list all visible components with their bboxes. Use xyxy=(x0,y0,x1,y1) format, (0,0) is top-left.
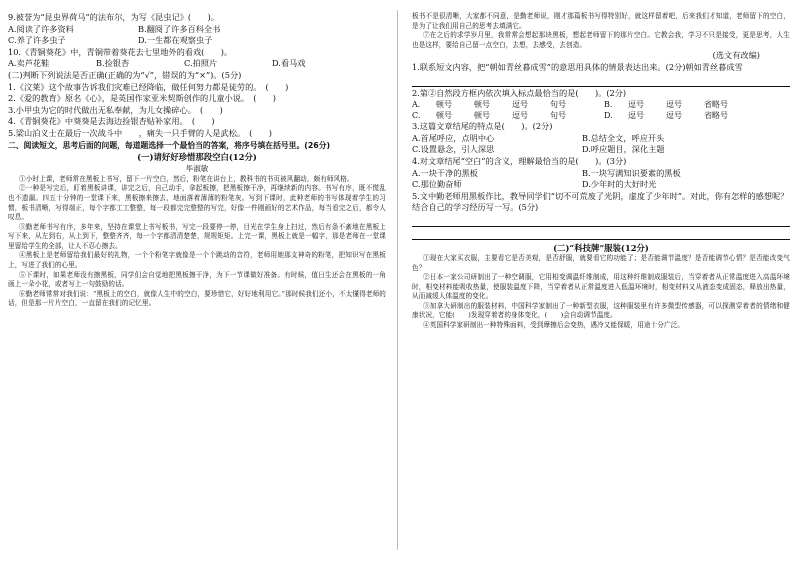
question-10: 10.《青铜葵花》中，青铜带着葵花去七里地外的看戏( )。 xyxy=(8,46,233,57)
q2-d-2: 逗号 xyxy=(666,111,682,121)
passage-1-para-3: ③勤老师书写有序，多年来，坚持在课堂上书写板书，写完一段要停一停，目光在学生身上扫过，然后有条不紊地在黑板上写下来，从左到右，从上到下，整整齐齐，每一个字都清清楚楚，规规矩矩。上完一课，黑板上就是一幅字，那是老师在一堂课里留给学生的全部，让人不忍心擦去。 xyxy=(8,222,386,250)
q9-options-row2 xyxy=(8,35,386,47)
q2-b-1: 逗号 xyxy=(628,100,644,110)
q2-c-3: 逗号 xyxy=(512,111,528,121)
q2-b-3: 省略号 xyxy=(704,100,728,110)
question-r5: 5.文中勤老师用黑板作比，教导同学们“切不可荒废了光阴，虚度了少年时”。对此，你有怎样的感想呢？结合自己的学习经历写一写。(5分) xyxy=(412,190,789,213)
q4-option-a: A.一块干净的黑板 xyxy=(412,167,478,178)
q2-c-4: 句号 xyxy=(550,111,566,121)
q3-option-d: D.呼应题目，深化主题 xyxy=(582,144,665,155)
passage-1-para-2: ②一种是写完后，盯着黑板讲课，讲完之后，自己动手，拿起板擦，把黑板擦干净，再继续新的内容。书写有序，既不慌乱也不遗漏。四五十分钟的一堂课下来，黑板擦来擦去，地面落着薄薄的粉笔灰。写到下课时，此种老师的书写体现着学生的习惯，板书清晰，写得端正，每个字都工工整整，每一段都完完整整的写完，好像一件刚画好的艺术作品，每当看完之后，都令人叹息。 xyxy=(8,184,386,222)
q3-options-row1 xyxy=(412,133,790,145)
q2-a-1: 顿号 xyxy=(436,100,452,110)
q4-option-c: C.那位勤奋师 xyxy=(412,179,462,190)
q9-option-d: D.一生都在观察虫子 xyxy=(138,35,213,46)
q2-a-3: 逗号 xyxy=(512,100,528,110)
q2-b-2: 逗号 xyxy=(666,100,682,110)
q3-option-b: B.总结全文，呼应开头 xyxy=(582,132,665,143)
passage-2-para-1: ①现在大家买衣服，主要看它是否美观，是否舒服，就要看它的功能了；是否能调节温度？是否能调节心情？是否能改变气色？ xyxy=(412,253,790,272)
q9-options-row1 xyxy=(8,24,386,36)
answer-line-5a[interactable] xyxy=(412,215,790,227)
q2-d-1: 逗号 xyxy=(628,111,644,121)
q2-d-3: 省略号 xyxy=(704,111,728,121)
right-column xyxy=(412,12,790,331)
passage-2-para-2: ②日本一家公司研制出了一种空调服，它用相变调温纤维制成，用这种纤维制成服装后，当穿着者从正常温度进入高温环境时，相变材料能吸收热量，使服装温度下降，当穿着者从正常温度进入低温环境时，相变材料又从液态变成固态，释放出热量，从而减缓人体温度的变化。 xyxy=(412,273,790,301)
q4-option-d: D.少年时的大好时光 xyxy=(582,179,657,190)
source-note: (选文有改编) xyxy=(712,50,760,61)
passage-1-para-6: ⑥勤老师常常对我们说：“黑板上的空白，就像人生中的空白，要珍惜它，好好地利用它。”那时候我们还小，不太懂得老师的话，但是那一片片空白，一直留在我们的记忆里。 xyxy=(8,289,386,308)
question-r1: 1.联系短文内容，把“朝如青丝暮成雪”的意思用具体的情景表达出来。(2分)朝如青丝暮成雪 xyxy=(412,61,743,72)
q2-option-c xyxy=(412,110,790,121)
q10-options xyxy=(8,58,386,70)
q10-option-b: B.捡银杏 xyxy=(96,58,130,69)
passage-2-para-3: ③加拿大研制出的服装材料，中国科学家制出了一种新型衣服，这种服装里有许多微型传感器，可以探测穿着者的情绪和健康状况，它能( )发现穿着者的身体变化，( )会自动调节温度。 xyxy=(412,301,790,320)
q4-option-b: B.一块写满知识要素的黑板 xyxy=(582,167,681,178)
passage-2-para-4: ④英国科学家研制出一种特殊面料，受到摩擦后会变热，遇冷又能保暖，用途十分广泛。 xyxy=(423,321,685,330)
q4-options-row2 xyxy=(412,179,790,191)
q9-option-a: A.阅读了许多资料 xyxy=(8,23,74,34)
answer-line-1[interactable] xyxy=(412,75,790,87)
judge-item-5: 5.梁山泊义士在最后一次战斗中 ，痛失一只手臂的人是武松。 ( ) xyxy=(8,127,272,138)
passage-1-cont-2: ⑦在之后的求学岁月里，我常常会想起那块黑板，想起老师留下的那片空白。它教会我，学习不只是接受，更是思考，人生也是这样，要给自己留一点空白，去想，去感受，去创造。 xyxy=(412,31,790,49)
judge-item-2: 2.《爱的教育》原名《心》，是英国作家亚米契斯创作的儿童小说。 ( ) xyxy=(8,93,277,104)
q2-d-label: D. xyxy=(604,111,613,121)
passage-1-title: (一)请好好珍惜那段空白(12分) xyxy=(137,152,257,163)
q10-option-c: C.拍照片 xyxy=(184,58,218,69)
q4-options-row1 xyxy=(412,168,790,180)
q2-a-2: 顿号 xyxy=(474,100,490,110)
judge-item-3: 3.小甲虫为它的时代做出无私奉献，为儿女操碎心。 ( ) xyxy=(8,104,223,115)
q2-option-a xyxy=(412,99,790,110)
q10-option-d: D.看马戏 xyxy=(272,58,306,69)
q2-a-label: A. xyxy=(412,100,421,110)
passage-1-author: 毕淑敏 xyxy=(185,164,209,174)
question-r2: 2.第②自然段方框内依次填入标点最恰当的是( )。(2分) xyxy=(412,87,627,98)
q3-option-c: C.设置悬念，引人深思 xyxy=(412,144,495,155)
q2-c-label: C. xyxy=(412,111,421,121)
q10-option-a: A.卖芦花鞋 xyxy=(8,58,50,69)
section-2-title: 二、阅读短文，思考后面的问题，每道题选择一个最恰当的答案，将序号填在括号里。(26分) xyxy=(8,140,331,150)
q2-a-4: 句号 xyxy=(550,100,566,110)
q2-c-1: 顿号 xyxy=(436,111,452,121)
question-9: 9.被誉为“昆虫界荷马”的法布尔，为写《昆虫记》( )。 xyxy=(8,12,219,22)
judge-item-4: 4.《青铜葵花》中葵葵是去海边捡银杏贴补家用。 ( ) xyxy=(8,116,215,127)
passage-1-para-5: ⑤下课时，如果老师没有擦黑板，同学们会自觉地把黑板擦干净，为下一节课做好准备。有时候，值日生还会在黑板的一角画上一朵小花，或者写上一句鼓励的话。 xyxy=(8,270,386,289)
q2-c-2: 顿号 xyxy=(474,111,490,121)
q2-b-label: B. xyxy=(604,100,613,110)
passage-1-para-4: ④黑板上是老师留给我们最好的礼物，一个个粉笔字就像是一个个跳动的音符，老师用她那支神奇的粉笔，把知识写在黑板上，写进了我们的心里。 xyxy=(8,251,386,270)
passage-2-title: (二)“科技牌”服装(12分) xyxy=(553,242,649,253)
judge-item-1: 1.《汶莱》这个故事告诉我们灾难已经降临，做任何努力都是徒劳的。 ( ) xyxy=(8,81,289,92)
answer-line-5b[interactable] xyxy=(412,228,790,240)
left-column xyxy=(8,12,386,309)
q3-options-row2 xyxy=(412,144,790,156)
passage-1-para-1: ①小时上课，老师常在黑板上书写，留下一片空白，然后，粉笔在讲台上，教科书的书页被风翻动，颇有师风格。 xyxy=(19,174,354,183)
passage-1-cont-1: 板书不是很清晰，大家都不同意，是勤老师说，刚才那篇板书写得特别好，就这样留着吧，后来我们才知道，老师留下的空白，是为了让我们用自己的思考去填满它。 xyxy=(412,12,790,30)
q9-option-b: B.翻阅了许多百科全书 xyxy=(138,23,221,34)
column-divider xyxy=(397,10,398,550)
question-r3: 3.这篇文章结尾的特点是( )。(2分) xyxy=(412,121,553,132)
question-r4: 4.对文章结尾“空白”的含义，理解最恰当的是( )。(3分) xyxy=(412,155,627,166)
q9-option-c: C.养了许多虫子 xyxy=(8,35,66,46)
judge-section-title: (二)判断下列说法是否正确(正确的为“√”，错误的为“×”)。(5分) xyxy=(8,69,242,80)
q3-option-a: A.首尾呼应，点明中心 xyxy=(412,132,495,143)
